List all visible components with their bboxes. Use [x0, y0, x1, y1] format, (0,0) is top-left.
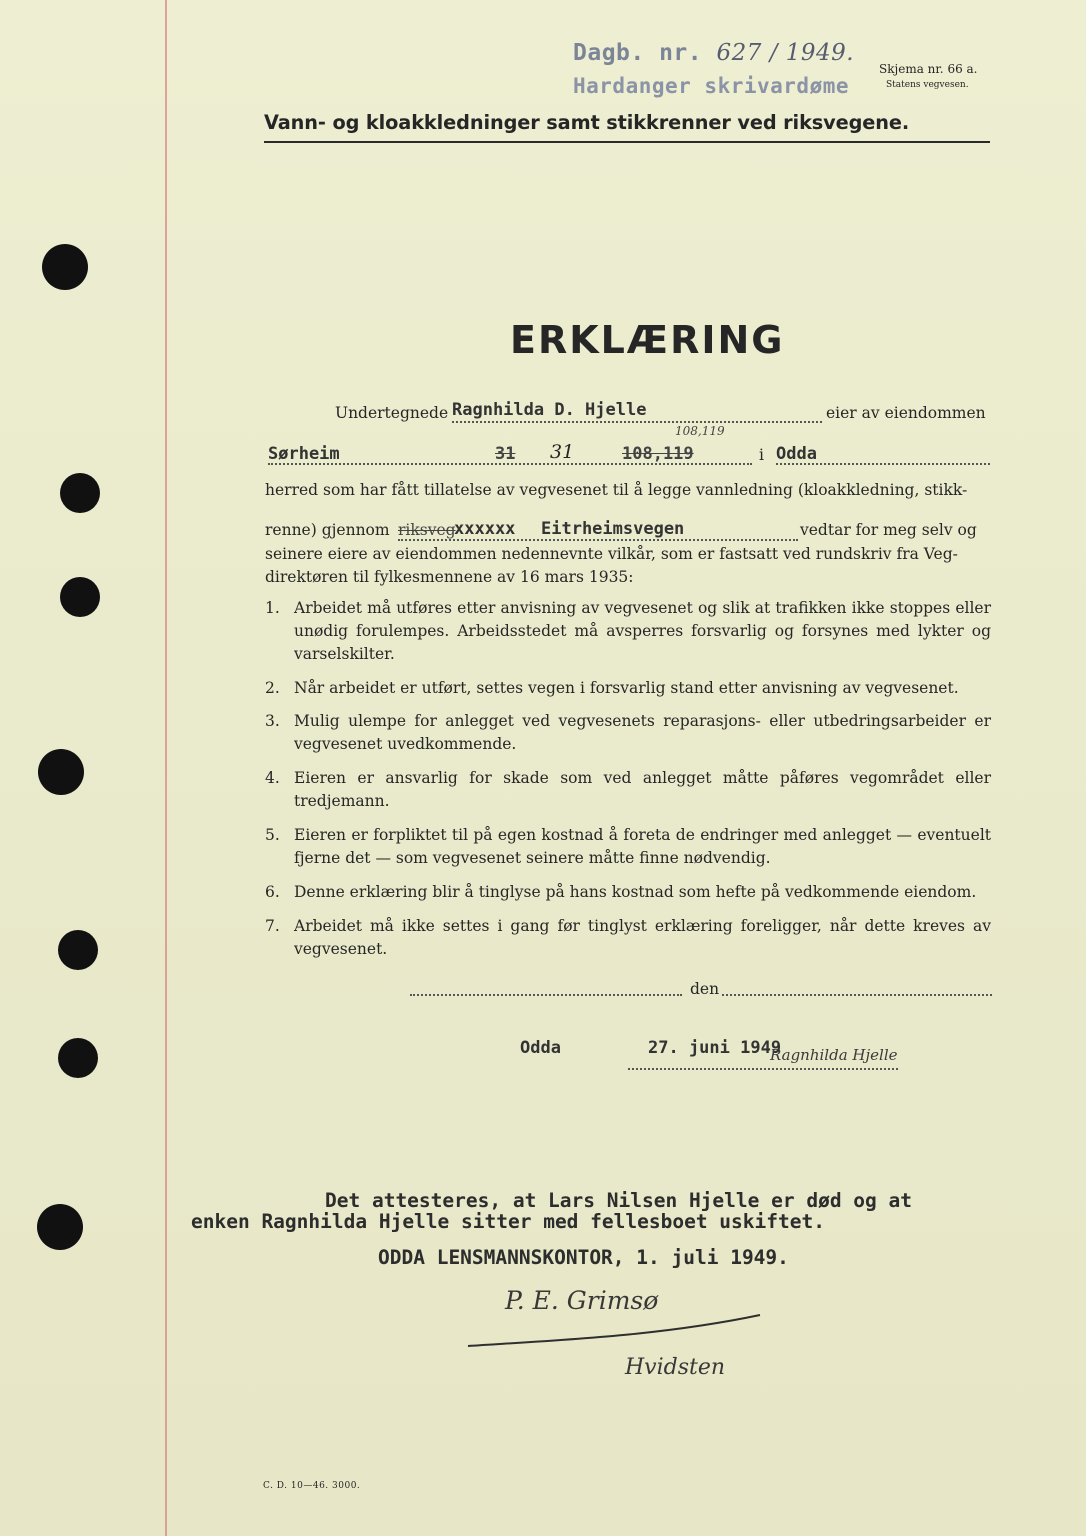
journal-stamp-label: Dagb. nr. — [573, 40, 703, 66]
clerk-signature: Hvidsten — [625, 1355, 726, 1380]
text-line-seinere: seinere eiere av eiendommen nedennevnte vilkår, som er fastsatt ved rundskriv fra Veg- — [265, 545, 958, 563]
owner-name: Ragnhilda D. Hjelle — [452, 400, 647, 420]
condition-number: 2. — [265, 679, 280, 697]
form-id-block — [879, 63, 978, 91]
text-line-herred: herred som har fått tillatelse av vegvesenet til å legge vannledning (kloakkledning, stikk- — [265, 481, 968, 499]
road-name: Eitrheimsvegen — [541, 519, 685, 539]
renne-prefix: renne) gjennom — [265, 521, 390, 539]
print-code: C. D. 10—46. 3000. — [263, 1481, 361, 1491]
condition-number: 6. — [265, 883, 280, 901]
punch-hole — [42, 244, 88, 290]
bnr-struck: 108,119 — [622, 444, 694, 464]
road-line — [398, 539, 798, 541]
riksveg-struck: riksveg — [398, 521, 456, 539]
condition-number: 5. — [265, 826, 280, 844]
punch-hole — [58, 930, 98, 970]
gnr-handwritten: 31 — [550, 441, 575, 463]
signing-date: 27. juni 1949 — [648, 1038, 782, 1058]
i-label: i — [759, 446, 764, 464]
condition-text: Arbeidet må utføres etter anvisning av vegvesenet og slik at trafikken ikke stoppes eller unødig forulempes. Arbeidsstedet må avsperres forsvarlig og forsynes med lykter og varselskilter. — [294, 599, 991, 663]
owner-signature: Ragnhilda Hjelle — [770, 1046, 898, 1064]
condition-number: 1. — [265, 599, 280, 617]
property-line — [268, 463, 752, 465]
red-margin-line — [165, 0, 167, 1536]
condition-number: 4. — [265, 769, 280, 787]
signature-line — [628, 1068, 898, 1070]
eier-label: eier av eiendommen — [826, 404, 986, 422]
municipality-name: Odda — [776, 444, 817, 464]
vedtar-text: vedtar for meg selv og — [800, 521, 977, 539]
office-stamp: Hardanger skrivardøme — [573, 74, 850, 98]
undertegnede-label: Undertegnede — [335, 404, 449, 422]
heading-underline — [264, 141, 990, 143]
condition-text: Når arbeidet er utført, settes vegen i forsvarlig stand etter anvisning av vegvesenet. — [294, 679, 959, 697]
date-line — [722, 994, 992, 996]
journal-number: 627 / 1949. — [716, 40, 855, 66]
punch-hole — [60, 577, 100, 617]
attestation-line-2: enken Ragnhilda Hjelle sitter med fellesboet uskiftet. — [191, 1210, 825, 1233]
condition-text: Arbeidet må ikke settes i gang før tinglyst erklæring foreligger, når dette kreves av vegvesenet. — [294, 917, 991, 958]
text-line-direktoren: direktøren til fylkesmennene av 16 mars 1935: — [265, 568, 634, 586]
form-heading: Vann- og kloakkledninger samt stikkrenner ved riksvegene. — [264, 111, 910, 134]
form-issuer: Statens vegvesen. — [886, 80, 969, 91]
owner-name-line — [452, 421, 822, 423]
punch-hole — [37, 1204, 83, 1250]
form-number: Skjema nr. 66 a. — [879, 62, 978, 76]
attestation-line-1: Det attesteres, at Lars Nilsen Hjelle er død og at — [325, 1189, 912, 1212]
signature-stroke — [460, 1310, 770, 1350]
date-place-line — [410, 994, 682, 996]
journal-stamp — [573, 40, 854, 66]
condition-text: Eieren er ansvarlig for skade som ved anlegget måtte påføres vegområdet eller tredjemann. — [294, 769, 991, 810]
punch-hole — [58, 1038, 98, 1078]
condition-number: 7. — [265, 917, 280, 935]
condition-text: Mulig ulempe for anlegget ved vegvesenets reparasjons- eller utbedringsarbeider er vegvesenet uvedkommende. — [294, 712, 991, 753]
municipality-line — [776, 463, 990, 465]
attestation-line-3: ODDA LENSMANNSKONTOR, 1. juli 1949. — [378, 1246, 789, 1269]
gnr-struck: 31 — [495, 444, 516, 464]
document-title: ERKLÆRING — [510, 318, 785, 362]
signing-place: Odda — [520, 1038, 561, 1058]
den-label: den — [690, 980, 720, 998]
punch-hole — [38, 749, 84, 795]
punch-hole — [60, 473, 100, 513]
condition-text: Eieren er forpliktet til på egen kostnad å foreta de endringer med anlegget — eventuelt fjerne det — som vegvesenet seinere måtte finne nødvendig. — [294, 826, 991, 867]
condition-text: Denne erklæring blir å tinglyse på hans kostnad som hefte på vedkommende eiendom. — [294, 883, 977, 901]
riksveg-overtyped: xxxxxx — [454, 519, 516, 539]
sheriff-signature: P. E. Grimsø — [505, 1286, 659, 1315]
farm-name: Sørheim — [268, 444, 340, 464]
bnr-handwritten: 108,119 — [675, 424, 725, 438]
condition-number: 3. — [265, 712, 280, 730]
